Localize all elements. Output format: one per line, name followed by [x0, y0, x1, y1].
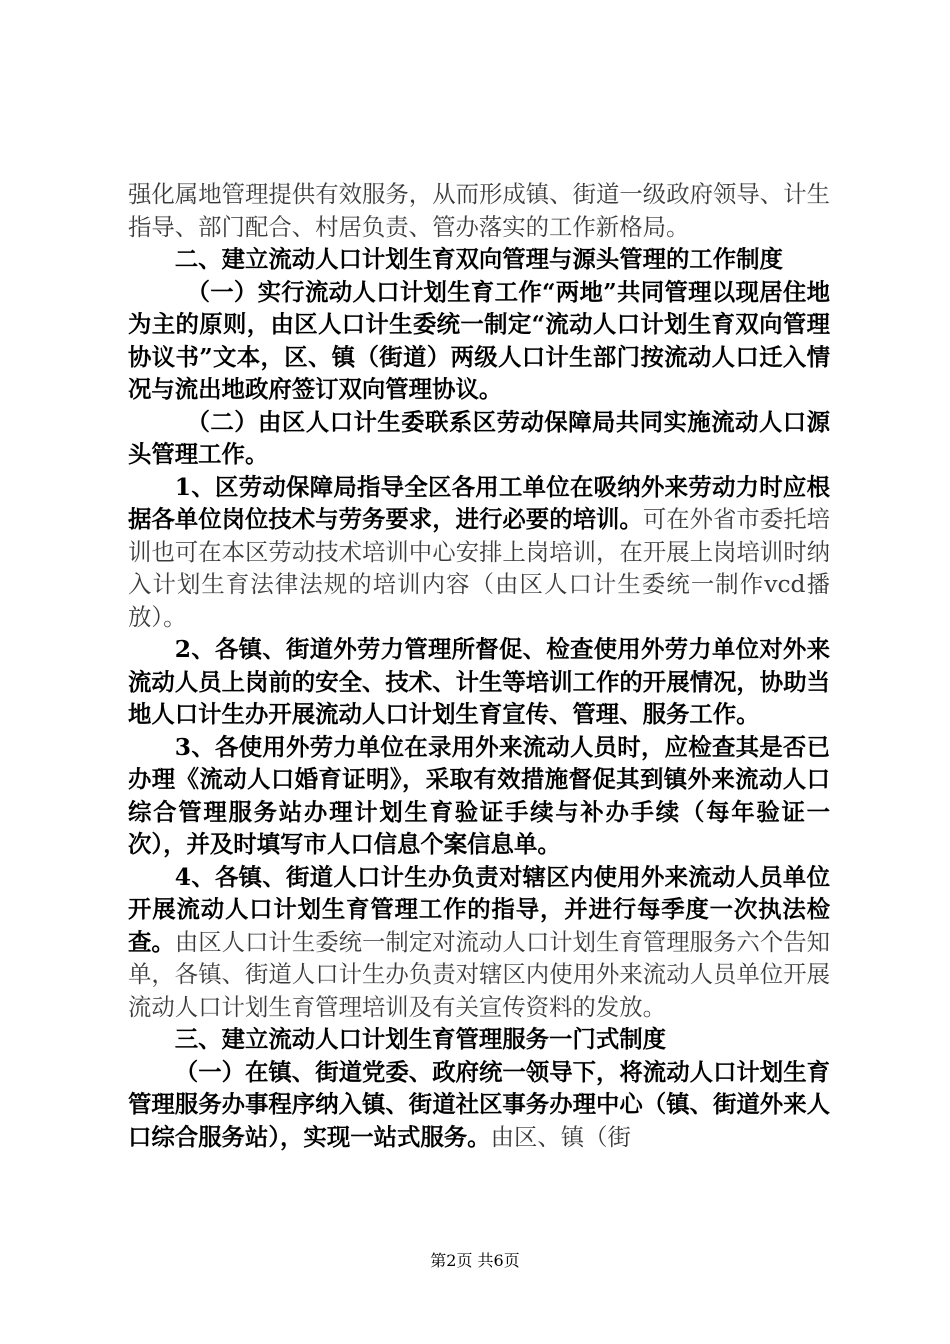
paragraph-point-1 — [128, 471, 830, 634]
paragraph-point-4-light: 由区人口计生委统一制定对流动人口计划生育管理服务六个告知单，各镇、街道人口计生办负责对辖区内使用外来流动人员单位开展流动人口计划生育管理培训及有关宣传资料的发放。 — [128, 927, 831, 1021]
section-heading-three: 三、建立流动人口计划生育管理服务一门式制度 — [174, 1025, 666, 1053]
paragraph-item-three-one — [128, 1056, 830, 1154]
paragraph-point-3: 3、各使用外劳力单位在录用外来流动人员时，应检查其是否已办理《流动人口婚育证明》，采取有效措施督促其到镇外来流动人口综合管理服务站办理计划生育验证手续与补办手续（每年验证一次），并及时填写市人口信息个案信息单。 — [128, 732, 830, 858]
paragraph-point-1-light: 可在外省市委托培训也可在本区劳动技术培训中心安排上岗培训，在开展上岗培训时纳入计划生育法律法规的培训内容（由区人口计生委统一制作vcd播放）。 — [128, 505, 831, 631]
paragraph-item-three-one-strong: （一）在镇、街道党委、政府统一领导下，将流动人口计划生育管理服务办事程序纳入镇、街道社区事务办理中心（镇、街道外来人口综合服务站），实现一站式服务。 — [128, 1057, 830, 1151]
paragraph-item-one: （一）实行流动人口计划生育工作“两地”共同管理以现居住地为主的原则，由区人口计生委统一制定“流动人口计划生育双向管理协议书”文本，区、镇（街道）两级人口计生部门按流动人口迁入情况与流出地政府签订双向管理协议。 — [128, 277, 830, 403]
paragraph-continuation: 强化属地管理提供有效服务，从而形成镇、街道一级政府领导、计生指导、部门配合、村居负责、管办落实的工作新格局。 — [128, 180, 830, 241]
paragraph-point-4 — [128, 861, 830, 1024]
paragraph-item-two: （二）由区人口计生委联系区劳动保障局共同实施流动人口源头管理工作。 — [128, 407, 830, 468]
paragraph-point-1-strong: 1、区劳动保障局指导全区各用工单位在吸纳外来劳动力时应根据各单位岗位技术与劳务要求，进行必要的培训。 — [128, 472, 830, 533]
page-footer: 第2页 共6页 — [430, 1251, 520, 1270]
paragraph-item-three-one-light: 由区、镇（街 — [490, 1122, 631, 1151]
document-body — [128, 178, 830, 1153]
section-heading-two: 二、建立流动人口计划生育双向管理与源头管理的工作制度 — [174, 245, 783, 273]
paragraph-point-2: 2、各镇、街道外劳力管理所督促、检查使用外劳力单位对外来流动人员上岗前的安全、技术、计生等培训工作的开展情况，协助当地人口计生办开展流动人口计划生育宣传、管理、服务工作。 — [128, 635, 830, 728]
paragraph-point-4-strong: 4、各镇、街道人口计生办负责对辖区内使用外来流动人员单位开展流动人口计划生育管理工作的指导，并进行每季度一次执法检查。 — [128, 862, 830, 956]
